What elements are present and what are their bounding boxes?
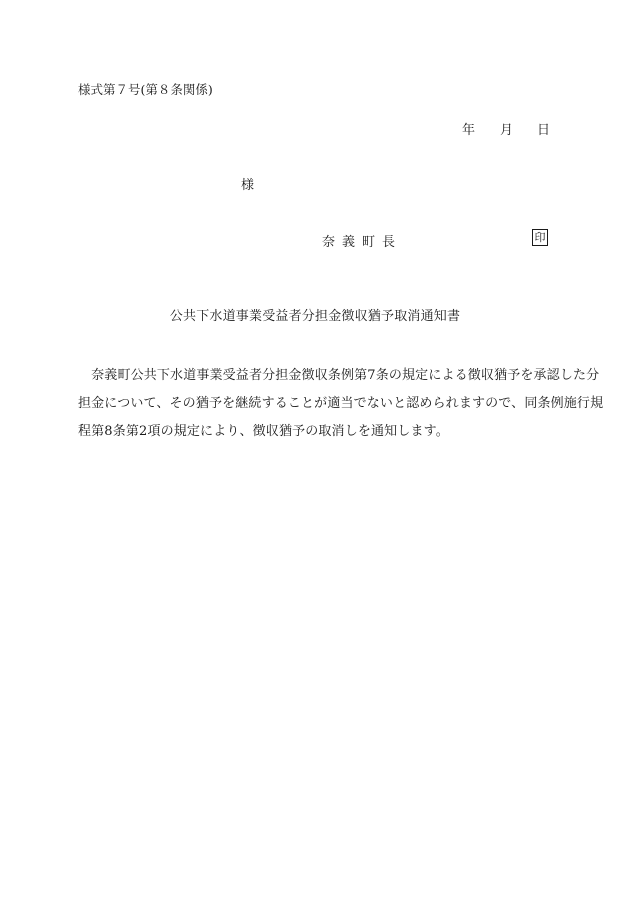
date-month-label: 月	[500, 123, 514, 138]
body-line-1: 奈義町公共下水道事業受益者分担金徴収条例第7条の規定による徴収猶予を承認した分	[78, 368, 600, 383]
body-paragraph	[78, 362, 604, 446]
issuer-name: 奈義町長	[322, 235, 403, 250]
body-line-3: 程第8条第2項の規定により、徴収猶予の取消しを通知します。	[78, 424, 449, 439]
date-day-label: 日	[537, 123, 551, 138]
document-title: 公共下水道事業受益者分担金徴収猶予取消通知書	[169, 309, 461, 324]
date-year-label: 年	[462, 123, 476, 138]
seal-mark: 印	[532, 229, 548, 246]
body-line-2: 担金について、その猶予を継続することが適当でないと認められますので、同条例施行規	[78, 396, 604, 411]
form-number: 様式第７号(第８条関係)	[78, 82, 213, 97]
recipient-honorific: 様	[241, 178, 255, 193]
date-line	[462, 119, 550, 138]
